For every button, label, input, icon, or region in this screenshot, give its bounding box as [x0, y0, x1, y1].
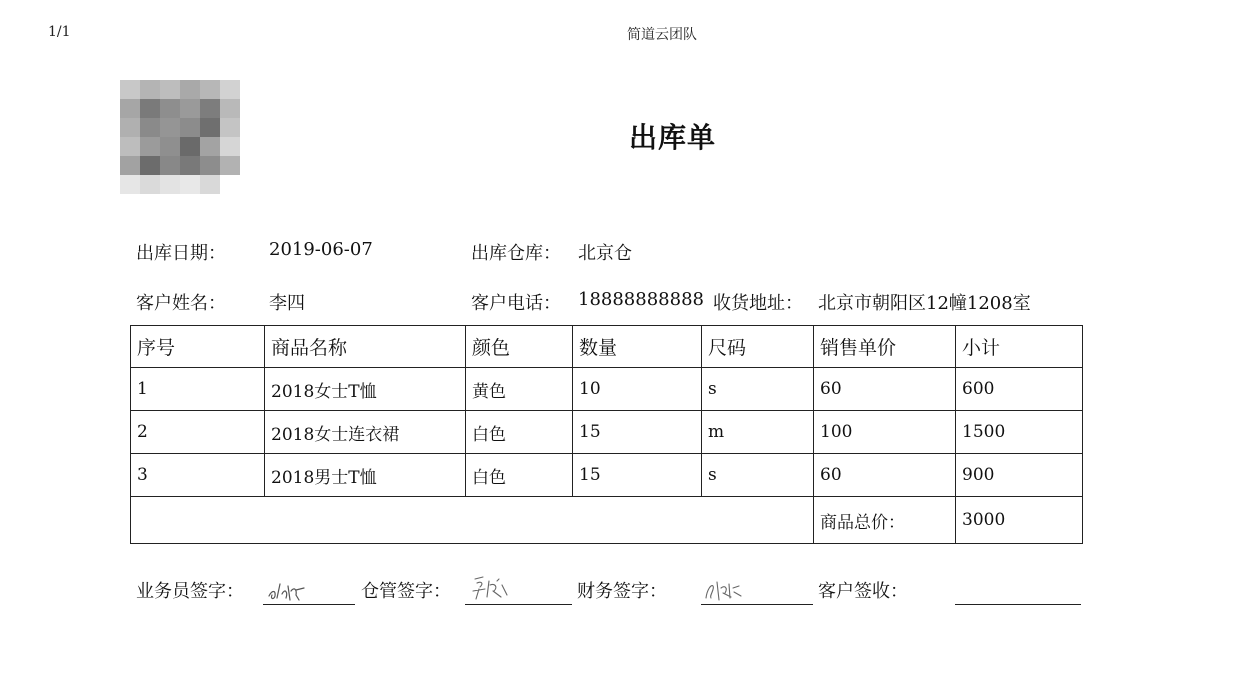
items-table: [130, 325, 1083, 544]
address-value: 北京市朝阳区12幢1208室: [818, 293, 1031, 314]
table-cell: 1500: [956, 411, 1083, 454]
table-cell: m: [702, 411, 814, 454]
table-cell: 600: [956, 368, 1083, 411]
finance-handwritten-signature: [703, 576, 747, 604]
table-cell: 白色: [466, 411, 573, 454]
finance-signature-label: 财务签字：: [577, 581, 667, 602]
warehouse-keeper-signature-line: [465, 604, 572, 605]
total-label: 商品总价：: [814, 497, 956, 544]
table-cell: 100: [814, 411, 956, 454]
warehouse-keeper-signature-label: 仓管签字：: [361, 581, 451, 602]
column-header: 小计: [956, 326, 1083, 368]
document-title: 出库单: [629, 121, 717, 154]
table-row: [131, 454, 1083, 497]
table-row: [131, 411, 1083, 454]
table-cell: 60: [814, 368, 956, 411]
table-cell: s: [702, 454, 814, 497]
table-cell: 15: [573, 454, 702, 497]
table-cell: 黄色: [466, 368, 573, 411]
warehouse-keeper-handwritten-signature: [469, 573, 513, 603]
salesperson-signature-label: 业务员签字：: [136, 581, 244, 602]
total-row: [131, 497, 1083, 544]
customer-signature-label: 客户签收：: [818, 581, 908, 602]
total-value: 3000: [956, 497, 1083, 544]
date-label: 出库日期：: [136, 243, 226, 264]
column-header: 尺码: [702, 326, 814, 368]
table-cell: 2018男士T恤: [265, 454, 466, 497]
column-header: 序号: [131, 326, 265, 368]
customer-phone-label: 客户电话：: [471, 293, 561, 314]
column-header: 销售单价: [814, 326, 956, 368]
salesperson-signature-line: [263, 604, 355, 605]
table-cell: 1: [131, 368, 265, 411]
pixelated-logo-icon: [120, 80, 240, 195]
salesperson-handwritten-signature: [266, 576, 310, 604]
table-cell: 60: [814, 454, 956, 497]
warehouse-value: 北京仓: [578, 243, 632, 264]
table-cell: 10: [573, 368, 702, 411]
customer-name-label: 客户姓名：: [136, 293, 226, 314]
customer-name-value: 李四: [269, 293, 305, 314]
table-cell: 2: [131, 411, 265, 454]
column-header: 数量: [573, 326, 702, 368]
table-header-row: [131, 326, 1083, 368]
address-label: 收货地址：: [713, 293, 803, 314]
date-value: 2019-06-07: [269, 239, 373, 260]
table-cell: 2018女士连衣裙: [265, 411, 466, 454]
customer-phone-value: 18888888888: [578, 289, 704, 310]
total-spacer-cell: [131, 497, 814, 544]
customer-signature-line: [955, 604, 1081, 605]
table-cell: s: [702, 368, 814, 411]
table-cell: 3: [131, 454, 265, 497]
finance-signature-line: [701, 604, 813, 605]
table-cell: 2018女士T恤: [265, 368, 466, 411]
table-cell: 15: [573, 411, 702, 454]
page-indicator: 1/1: [48, 24, 71, 40]
column-header: 颜色: [466, 326, 573, 368]
table-cell: 白色: [466, 454, 573, 497]
column-header: 商品名称: [265, 326, 466, 368]
team-name: 简道云团队: [627, 27, 697, 43]
warehouse-label: 出库仓库：: [471, 243, 561, 264]
table-cell: 900: [956, 454, 1083, 497]
table-row: [131, 368, 1083, 411]
